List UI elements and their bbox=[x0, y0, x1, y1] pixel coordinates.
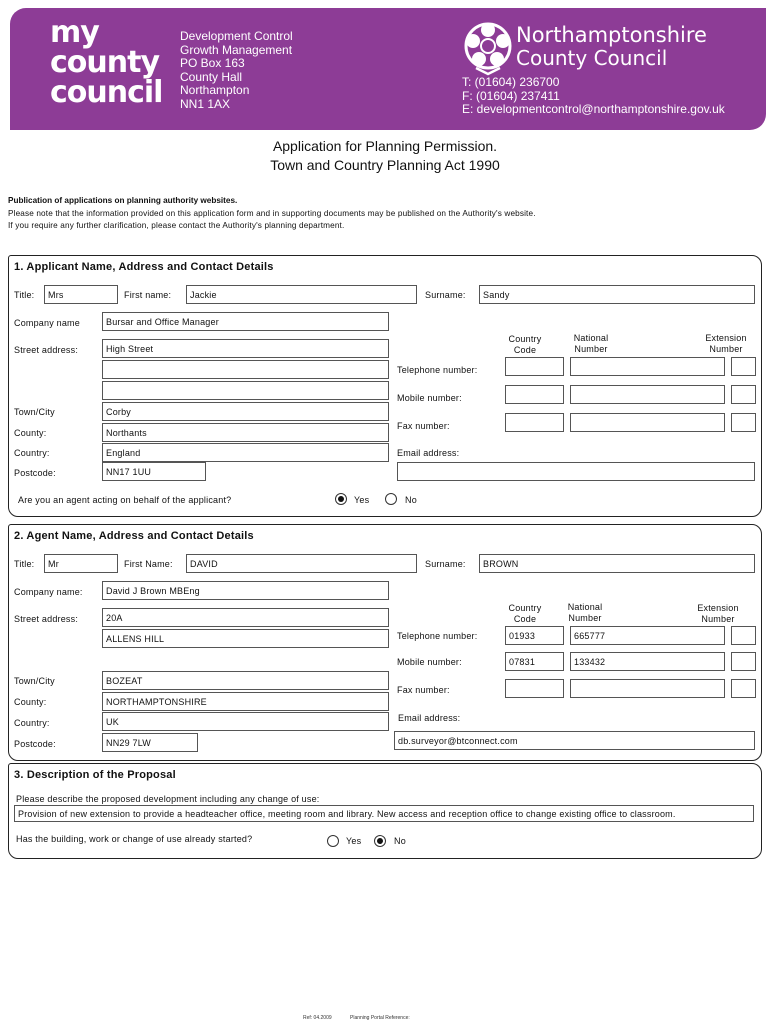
work-started-yes-label: Yes bbox=[346, 836, 362, 846]
agent-mob-country-field[interactable]: 07831 bbox=[505, 652, 564, 671]
agent-surname-field[interactable]: BROWN bbox=[479, 554, 755, 573]
applicant-county-label: County: bbox=[14, 428, 47, 438]
agent-tel-extension-field[interactable] bbox=[731, 626, 756, 645]
rose-emblem-icon bbox=[462, 20, 514, 76]
footer-portal-reference: Planning Portal Reference: bbox=[350, 1015, 410, 1021]
applicant-title-label: Title: bbox=[14, 290, 35, 300]
agent-county-label: County: bbox=[14, 697, 47, 707]
work-started-yes-radio[interactable] bbox=[327, 835, 339, 847]
agent-fax-label: Fax number: bbox=[397, 685, 450, 695]
agent-email-label: Email address: bbox=[398, 713, 461, 723]
agent-postcode-label: Postcode: bbox=[14, 739, 56, 749]
agent-street-label: Street address: bbox=[14, 614, 79, 624]
applicant-tel-country-field[interactable] bbox=[505, 357, 564, 376]
section-proposal-heading: 3. Description of the Proposal bbox=[14, 769, 176, 781]
section-applicant-heading: 1. Applicant Name, Address and Contact Details bbox=[14, 261, 274, 273]
contact-email: E: developmentcontrol@northamptonshire.gov.uk bbox=[462, 102, 725, 116]
applicant-fax-label: Fax number: bbox=[397, 421, 450, 431]
agent-yes-radio[interactable] bbox=[335, 493, 347, 505]
agent-yes-label: Yes bbox=[354, 495, 370, 505]
applicant-fax-extension-field[interactable] bbox=[731, 413, 756, 432]
agent-fax-extension-field[interactable] bbox=[731, 679, 756, 698]
work-started-no-radio[interactable] bbox=[374, 835, 386, 847]
agent-street-field-1[interactable]: 20A bbox=[102, 608, 389, 627]
agent-first-name-label: First Name: bbox=[124, 559, 173, 569]
agent-country-field[interactable]: UK bbox=[102, 712, 389, 731]
agent-fax-country-field[interactable] bbox=[505, 679, 564, 698]
form-subtitle: Town and Country Planning Act 1990 bbox=[270, 157, 500, 173]
applicant-mobile-label: Mobile number: bbox=[397, 393, 462, 403]
agent-no-label: No bbox=[405, 495, 417, 505]
work-started-no-label: No bbox=[394, 836, 406, 846]
applicant-mob-country-field[interactable] bbox=[505, 385, 564, 404]
agent-tel-country-field[interactable]: 01933 bbox=[505, 626, 564, 645]
applicant-company-label: Company name bbox=[14, 318, 80, 328]
agent-town-field[interactable]: BOZEAT bbox=[102, 671, 389, 690]
agent-extension-header: Extension Number bbox=[697, 603, 739, 624]
publication-heading: Publication of applications on planning authority websites. bbox=[8, 196, 238, 205]
agent-question: Are you an agent acting on behalf of the applicant? bbox=[18, 495, 232, 505]
agent-no-radio[interactable] bbox=[385, 493, 397, 505]
contact-details bbox=[462, 76, 725, 117]
agent-county-field[interactable]: NORTHAMPTONSHIRE bbox=[102, 692, 389, 711]
proposal-description-field[interactable]: Provision of new extension to provide a headteacher office, meeting room and library. New access and reception office to change existing office to classroom. bbox=[14, 805, 754, 822]
agent-first-name-field[interactable]: DAVID bbox=[186, 554, 417, 573]
applicant-first-name-label: First name: bbox=[124, 290, 172, 300]
agent-mobile-label: Mobile number: bbox=[397, 657, 462, 667]
council-name: Northamptonshire County Council bbox=[516, 23, 707, 70]
agent-street-field-2[interactable]: ALLENS HILL bbox=[102, 629, 389, 648]
agent-mob-extension-field[interactable] bbox=[731, 652, 756, 671]
contact-telephone: T: (01604) 236700 bbox=[462, 75, 560, 89]
applicant-fax-national-field[interactable] bbox=[570, 413, 725, 432]
agent-company-field[interactable]: David J Brown MBEng bbox=[102, 581, 389, 600]
agent-national-number-header: National Number bbox=[567, 602, 603, 623]
applicant-surname-label: Surname: bbox=[425, 290, 466, 300]
proposal-prompt: Please describe the proposed development including any change of use: bbox=[16, 794, 320, 804]
applicant-town-label: Town/City bbox=[14, 407, 55, 417]
applicant-tel-national-field[interactable] bbox=[570, 357, 725, 376]
applicant-country-code-header: Country Code bbox=[508, 334, 542, 355]
my-county-council-logo: my county council bbox=[50, 15, 163, 110]
applicant-first-name-field[interactable]: Jackie bbox=[186, 285, 417, 304]
applicant-country-field[interactable]: England bbox=[102, 443, 389, 462]
applicant-country-label: Country: bbox=[14, 448, 50, 458]
applicant-postcode-field[interactable]: NN17 1UU bbox=[102, 462, 206, 481]
agent-company-label: Company name: bbox=[14, 587, 83, 597]
contact-fax: F: (01604) 237411 bbox=[462, 88, 560, 103]
agent-fax-national-field[interactable] bbox=[570, 679, 725, 698]
footer-reference: Ref: 04.2009 bbox=[303, 1015, 332, 1021]
agent-country-label: Country: bbox=[14, 718, 50, 728]
header-banner bbox=[10, 8, 766, 130]
applicant-tel-extension-field[interactable] bbox=[731, 357, 756, 376]
agent-title-label: Title: bbox=[14, 559, 35, 569]
applicant-fax-country-field[interactable] bbox=[505, 413, 564, 432]
publication-note: Please note that the information provided on this application form and in supporting documents may be published on the Authority's website. bbox=[8, 209, 536, 218]
agent-postcode-field[interactable]: NN29 7LW bbox=[102, 733, 198, 752]
applicant-email-field[interactable] bbox=[397, 462, 755, 481]
applicant-street-field-1[interactable]: High Street bbox=[102, 339, 389, 358]
agent-country-code-header: Country Code bbox=[508, 603, 542, 624]
applicant-county-field[interactable]: Northants bbox=[102, 423, 389, 442]
agent-title-field[interactable]: Mr bbox=[44, 554, 118, 573]
applicant-title-field[interactable]: Mrs bbox=[44, 285, 118, 304]
agent-tel-national-field[interactable]: 665777 bbox=[570, 626, 725, 645]
applicant-company-field[interactable]: Bursar and Office Manager bbox=[102, 312, 389, 331]
agent-email-field[interactable]: db.surveyor@btconnect.com bbox=[394, 731, 755, 750]
work-started-question: Has the building, work or change of use already started? bbox=[16, 834, 253, 844]
applicant-postcode-label: Postcode: bbox=[14, 468, 56, 478]
applicant-mob-national-field[interactable] bbox=[570, 385, 725, 404]
applicant-street-field-3[interactable] bbox=[102, 381, 389, 400]
applicant-email-label: Email address: bbox=[397, 448, 460, 458]
agent-telephone-label: Telephone number: bbox=[397, 631, 478, 641]
form-title: Application for Planning Permission. bbox=[272, 138, 498, 154]
applicant-extension-header: Extension Number bbox=[705, 333, 747, 354]
applicant-telephone-label: Telephone number: bbox=[397, 365, 478, 375]
applicant-surname-field[interactable]: Sandy bbox=[479, 285, 755, 304]
agent-mob-national-field[interactable]: 133432 bbox=[570, 652, 725, 671]
applicant-national-number-header: National Number bbox=[573, 333, 609, 354]
agent-town-label: Town/City bbox=[14, 676, 55, 686]
postal-address: Development Control Growth Management PO Box 163 County Hall Northampton NN1 1AX bbox=[180, 29, 293, 111]
agent-surname-label: Surname: bbox=[425, 559, 466, 569]
applicant-mob-extension-field[interactable] bbox=[731, 385, 756, 404]
applicant-street-field-2[interactable] bbox=[102, 360, 389, 379]
applicant-town-field[interactable]: Corby bbox=[102, 402, 389, 421]
section-agent-heading: 2. Agent Name, Address and Contact Details bbox=[14, 530, 254, 542]
applicant-street-label: Street address: bbox=[14, 345, 79, 355]
publication-clarification: If you require any further clarification, please contact the Authority's planning department. bbox=[8, 221, 345, 230]
